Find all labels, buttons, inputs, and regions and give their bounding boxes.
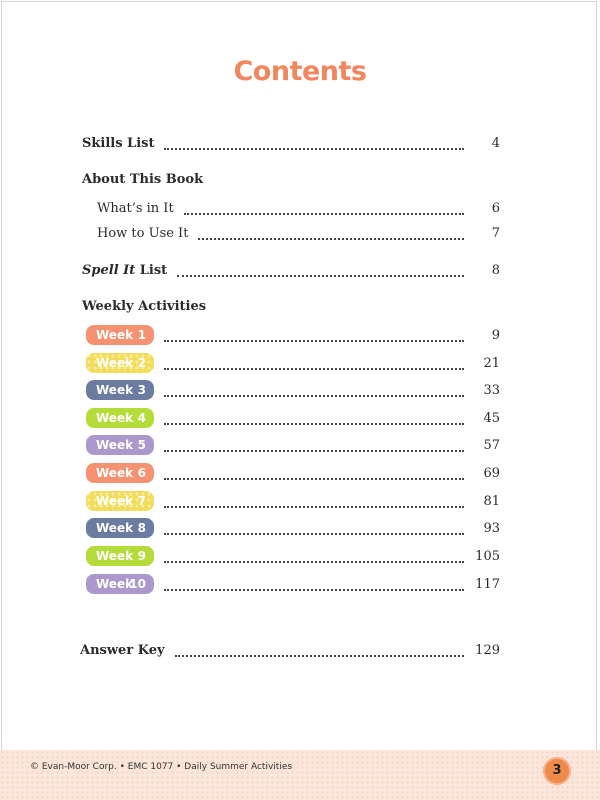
toc-entry-spell-it-list[interactable] — [82, 259, 500, 281]
week-badge-word: Week — [96, 577, 134, 591]
toc-entry-week-10[interactable] — [86, 573, 500, 595]
toc-entry-label: Skills List — [82, 135, 155, 151]
toc-entry-label: How to Use It — [97, 225, 189, 241]
toc-entry-label: What’s in It — [97, 200, 174, 216]
dot-leader — [164, 355, 464, 370]
week-badge — [86, 408, 154, 428]
toc-page-number: 33 — [483, 382, 500, 398]
toc-entry-week-9[interactable] — [86, 545, 500, 567]
dot-leader — [164, 382, 464, 397]
toc-entry-week-3[interactable] — [86, 379, 500, 401]
week-badge-number: 4 — [137, 411, 146, 425]
toc-entry-week-7[interactable] — [86, 490, 500, 512]
toc-page-number: 117 — [475, 576, 500, 592]
toc-page-number: 57 — [483, 437, 500, 453]
dot-leader — [164, 493, 464, 508]
week-badge-number: 2 — [137, 356, 146, 370]
week-badge — [86, 435, 154, 455]
toc-page-number: 6 — [491, 200, 500, 216]
toc-entry-whats-in-it[interactable] — [97, 197, 500, 219]
toc-page-number: 9 — [491, 327, 500, 343]
page-title: Contents — [233, 56, 367, 87]
week-badge — [86, 518, 154, 538]
toc-page-number: 4 — [491, 135, 500, 151]
week-badge — [86, 325, 154, 345]
dot-leader — [164, 548, 464, 563]
toc-page-number: 69 — [483, 465, 500, 481]
dot-leader — [184, 200, 464, 215]
week-badge-word: Week — [96, 438, 134, 452]
toc-entry-how-to-use-it[interactable] — [97, 222, 500, 244]
section-heading-about: About This Book — [82, 172, 204, 187]
toc-entry-skills-list[interactable] — [82, 132, 500, 154]
week-badge-number: 1 — [137, 328, 146, 342]
toc-entry-week-4[interactable] — [86, 407, 500, 429]
week-badge-word: Week — [96, 549, 134, 563]
dot-leader — [164, 576, 464, 591]
week-badge-word: Week — [96, 328, 134, 342]
dot-leader — [164, 437, 464, 452]
toc-entry-week-8[interactable] — [86, 517, 500, 539]
week-badge — [86, 574, 154, 594]
dot-leader — [175, 642, 464, 657]
week-badge-word: Week — [96, 466, 134, 480]
page-number-badge: 3 — [543, 757, 571, 785]
toc-page-number: 81 — [483, 493, 500, 509]
dot-leader — [177, 262, 464, 277]
toc-page-number: 45 — [483, 410, 500, 426]
toc-entry-week-6[interactable] — [86, 462, 500, 484]
footer-copyright: © Evan-Moor Corp. • EMC 1077 • Daily Summer Activities — [30, 762, 293, 772]
toc-entry-label: Answer Key — [80, 642, 165, 658]
week-badge-number: 3 — [137, 383, 146, 397]
week-badge-number: 6 — [137, 466, 146, 480]
toc-entry-label-italic: Spell It — [82, 262, 136, 278]
week-badge — [86, 353, 154, 373]
toc-entry-week-1[interactable] — [86, 324, 500, 346]
toc-entry-label — [82, 263, 167, 278]
week-badge-number: 7 — [137, 494, 146, 508]
toc-entry-week-2[interactable] — [86, 352, 500, 374]
dot-leader — [164, 410, 464, 425]
week-badge — [86, 380, 154, 400]
week-badge-number: 10 — [129, 577, 146, 591]
toc-page-number: 7 — [491, 225, 500, 241]
week-badge-word: Week — [96, 383, 134, 397]
toc-entry-week-5[interactable] — [86, 434, 500, 456]
week-badge — [86, 463, 154, 483]
dot-leader — [164, 520, 464, 535]
toc-page-number: 129 — [475, 642, 500, 658]
toc-page-number: 8 — [491, 262, 500, 278]
toc-entry-label-rest: List — [135, 262, 168, 278]
week-badge-word: Week — [96, 494, 134, 508]
footer-band — [0, 750, 600, 800]
dot-leader — [164, 465, 464, 480]
week-badge — [86, 546, 154, 566]
week-badge-number: 8 — [137, 521, 146, 535]
week-badge-word: Week — [96, 521, 134, 535]
toc-page-number: 93 — [483, 520, 500, 536]
dot-leader — [164, 135, 464, 150]
week-badge-word: Week — [96, 411, 134, 425]
toc-page-number: 21 — [483, 355, 500, 371]
week-badge-word: Week — [96, 356, 134, 370]
toc-page-number: 105 — [475, 548, 500, 564]
week-badge-number: 9 — [137, 549, 146, 563]
week-badge-number: 5 — [137, 438, 146, 452]
toc-entry-answer-key[interactable] — [80, 639, 500, 661]
section-heading-weekly-activities: Weekly Activities — [82, 299, 207, 314]
dot-leader — [198, 225, 464, 240]
week-badge — [86, 491, 154, 511]
dot-leader — [164, 327, 464, 342]
